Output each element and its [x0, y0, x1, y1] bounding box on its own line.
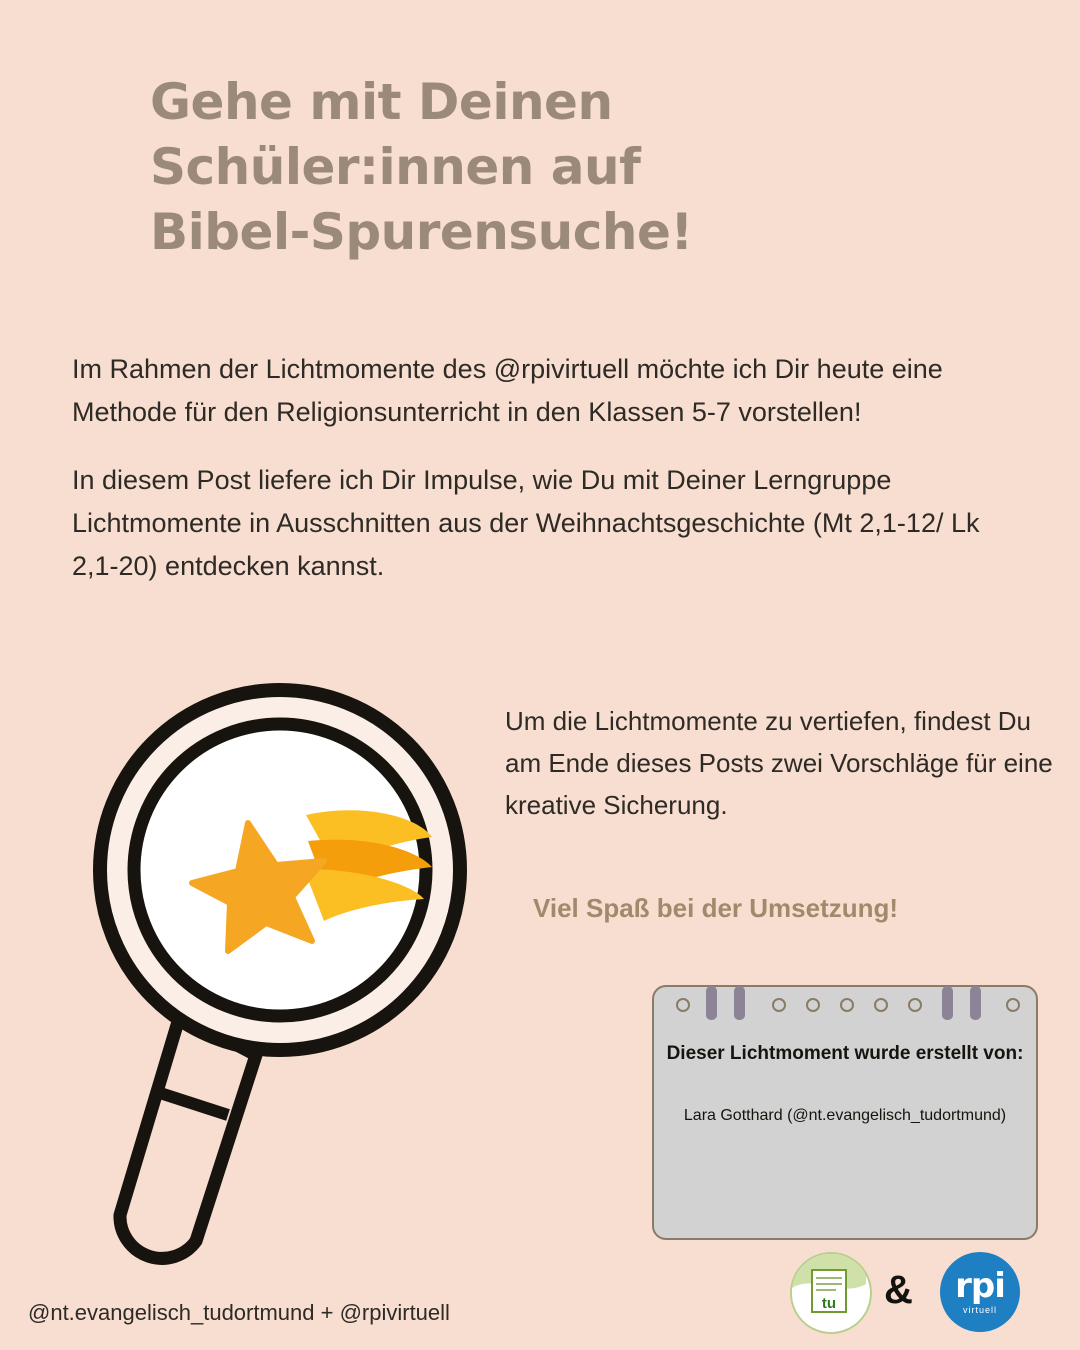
notepad-clip: [970, 986, 981, 1020]
closing-line: Viel Spaß bei der Umsetzung!: [533, 893, 899, 923]
right-column-paragraph: Um die Lichtmomente zu vertiefen, findest Du am Ende dieses Posts zwei Vorschläge für eine kreative Sicherung.: [505, 706, 1053, 821]
notepad-ring: [806, 998, 820, 1012]
body-paragraph-2: In diesem Post liefere ich Dir Impulse, wie Du mit Deiner Lerngruppe Lichtmomente in Ausschnitten aus der Weihnachtsgeschichte (Mt 2,1-12/ Lk 2,1-20) entdecken kannst.: [72, 465, 980, 581]
credit-author: Lara Gotthard (@nt.evangelisch_tudortmund): [683, 1107, 1007, 1124]
notepad-rings: [654, 998, 1036, 1020]
body-paragraph-1: Im Rahmen der Lichtmomente des @rpivirtuell möchte ich Dir heute eine Methode für den Religionsunterricht in den Klassen 5-7 vorstellen!: [72, 354, 943, 427]
credit-title: Dieser Lichtmoment wurde erstellt von:: [666, 1043, 1024, 1064]
credit-notepad: [652, 985, 1038, 1240]
notepad-ring: [1006, 998, 1020, 1012]
social-handles: @nt.evangelisch_tudortmund + @rpivirtuell: [28, 1300, 450, 1325]
notepad-ring: [772, 998, 786, 1012]
magnifying-glass-icon: [60, 655, 480, 1295]
notepad-ring: [840, 998, 854, 1012]
tu-dortmund-logo: [790, 1252, 872, 1334]
notepad-clip: [942, 986, 953, 1020]
notepad-ring: [908, 998, 922, 1012]
notepad-clip: [734, 986, 745, 1020]
page-title: [150, 70, 980, 265]
notepad-ring: [874, 998, 888, 1012]
notepad-clip: [706, 986, 717, 1020]
headline-line-2: Bibel-Spurensuche!: [150, 203, 693, 261]
right-column-text: [505, 700, 1065, 826]
body-text-block: [72, 348, 1002, 613]
rpi-logo-subtext: virtuell: [962, 1305, 997, 1315]
rpi-virtuell-logo: [940, 1252, 1020, 1332]
headline-line-1: Gehe mit Deinen Schüler:innen auf: [150, 73, 641, 196]
notepad-ring: [676, 998, 690, 1012]
rpi-logo-text: rpi: [955, 1266, 1005, 1306]
svg-text:tu: tu: [821, 1295, 837, 1312]
ampersand-separator: &: [884, 1268, 913, 1312]
